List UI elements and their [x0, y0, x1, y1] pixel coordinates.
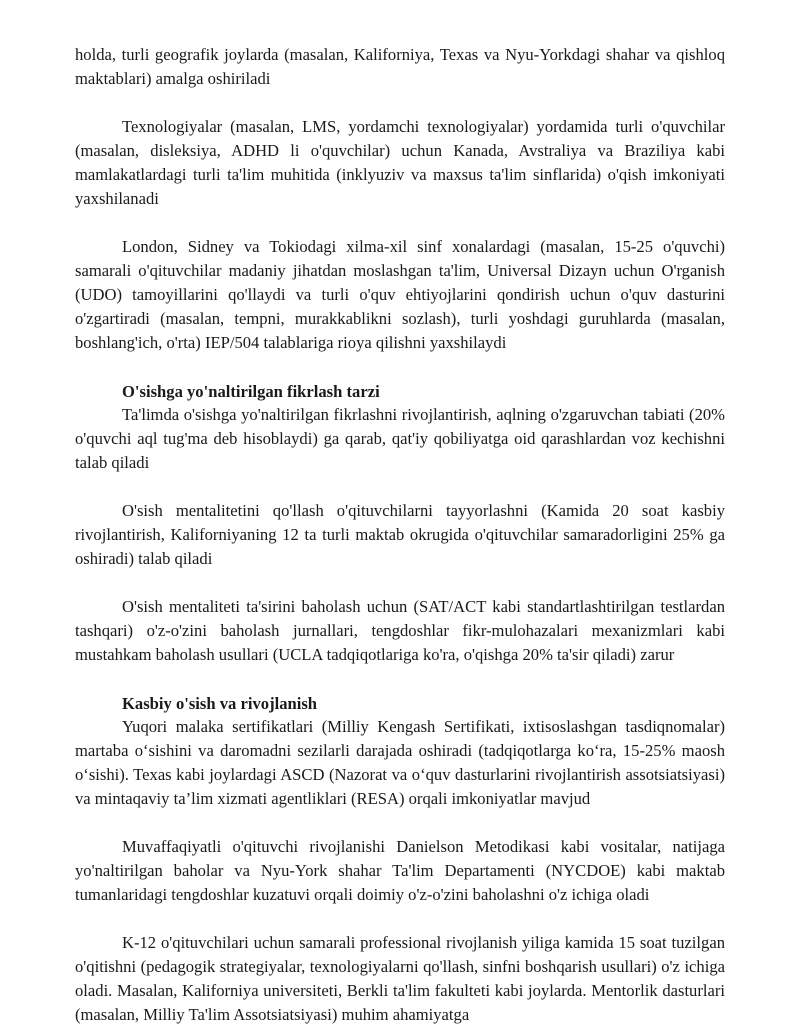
paragraph-diverse-classrooms: London, Sidney va Tokiodagi xilma-xil sinf xonalardagi (masalan, 15-25 o'quvchi) samarali o'qituvchilar madaniy jihatdan moslashgan ta'lim, Universal Dizayn uchun O'rganish (UDO) tamoyillarini qo'llaydi va turli o'quv ehtiyojlarini qondirish uchun o'quv dasturini o'zgartiradi (masalan, tempni, murakkablikni sozlash), turli yoshdagi guruhlarda (masalan, boshlang'ich, o'rta) IEP/504 talablariga rioya qilishni yaxshilaydi [75, 237, 725, 352]
paragraph-technology: Texnologiyalar (masalan, LMS, yordamchi texnologiyalar) yordamida turli o'quvchilar (masalan, disleksiya, ADHD li o'quvchilar) uchun Kanada, Avstraliya va Braziliya kabi mamlakatlardagi turli ta'lim muhitida (inklyuziv va maxsus ta'lim sinflarida) o'qish imkoniyati yaxshilanadi [75, 117, 725, 208]
heading-growth-mindset: O'sishga yo'naltirilgan fikrlash tarzi [122, 382, 380, 401]
paragraph-professional-1: Yuqori malaka sertifikatlari (Milliy Kengash Sertifikati, ixtisoslashgan tasdiqnomalar) martaba o‘sishini va daromadni sezilarli darajada oshiradi (tadqiqotlarga ko‘ra, 15-25% maosh o‘sishi). Texas kabi joylardagi ASCD (Nazorat va o‘quv dasturlarini rivojlantirish assotsiatsiyasi) va mintaqaviy ta’lim xizmati agentliklari (RESA) orqali imkoniyatlar mavjud [75, 717, 725, 808]
paragraph-growth-3: O'sish mentaliteti ta'sirini baholash uchun (SAT/ACT kabi standartlashtirilgan testlardan tashqari) o'z-o'zini baholash jurnallari, tengdoshlar fikr-mulohazalari mexanizmlari kabi mustahkam baholash usullari (UCLA tadqiqotlariga ko'ra, o'qishga 20% ta'sir qiladi) zarur [75, 597, 725, 664]
paragraph-professional-2: Muvaffaqiyatli o'qituvchi rivojlanishi Danielson Metodikasi kabi vositalar, natijaga yo'naltirilgan baholar va Nyu-York shahar Ta'lim Departamenti (NYCDOE) kabi maktab tumanlaridagi tengdoshlar kuzatuvi orqali doimiy o'z-o'zini baholashni o'z ichiga oladi [75, 837, 725, 904]
document-body [75, 43, 725, 1027]
paragraph-growth-2: O'sish mentalitetini qo'llash o'qituvchilarni tayyorlashni (Kamida 20 soat kasbiy rivojlantirish, Kaliforniyaning 12 ta turli maktab okrugida o'qituvchilar samaradorligini 25% ga oshiradi) talab qiladi [75, 501, 725, 568]
paragraph-growth-1: Ta'limda o'sishga yo'naltirilgan fikrlashni rivojlantirish, aqlning o'zgaruvchan tabiati (20% o'quvchi aql tug'ma deb hisoblaydi) ga qarab, qat'iy qobiliyatga oid qarashlardan voz kechishni talab qiladi [75, 405, 725, 472]
heading-professional-growth: Kasbiy o'sish va rivojlanish [122, 694, 318, 713]
paragraph-professional-3: K-12 o'qituvchilari uchun samarali professional rivojlanish yiliga kamida 15 soat tuzilgan o'qitishni (pedagogik strategiyalar, texnologiyalarni qo'llash, sinfni boshqarish usullari) o'z ichiga oladi. Masalan, Kaliforniya universiteti, Berkli ta'lim fakulteti kabi joylarda. Mentorlik dasturlari (masalan, Milliy Ta'lim Assotsiatsiyasi) muhim ahamiyatga [75, 933, 725, 1024]
paragraph-continuation: holda, turli geografik joylarda (masalan, Kaliforniya, Texas va Nyu-Yorkdagi shahar va qishloq maktablari) amalga oshiriladi [75, 45, 725, 88]
